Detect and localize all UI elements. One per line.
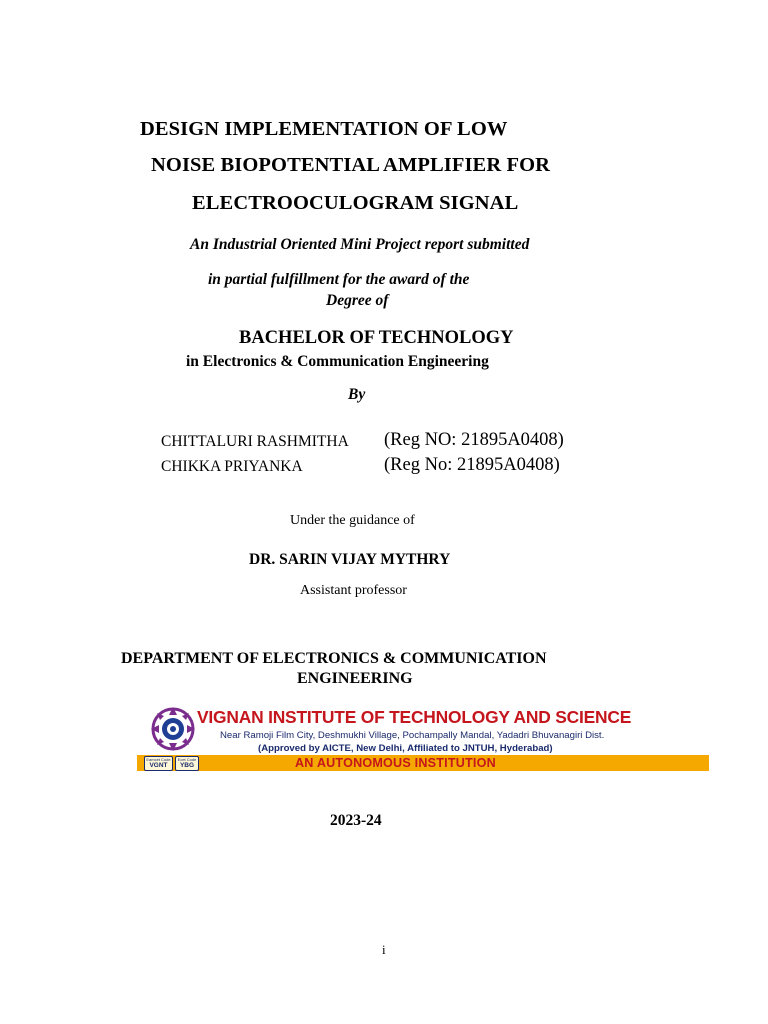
- title-line-3: ELECTROOCULOGRAM SIGNAL: [192, 192, 519, 214]
- author-1-name: CHITTALURI RASHMITHA: [161, 433, 349, 450]
- eamcet-code-caption: Eamcet Code: [146, 757, 171, 762]
- institute-address: Near Ramoji Film City, Deshmukhi Village, Pochampally Mandal, Yadadri Bhuvanagiri Dist.: [220, 730, 605, 741]
- guide-name: DR. SARIN VIJAY MYTHRY: [249, 551, 451, 568]
- institute-banner: [137, 703, 709, 771]
- title-line-1: DESIGN IMPLEMENTATION OF LOW: [140, 118, 508, 140]
- submission-line-2: in partial fulfillment for the award of the: [208, 271, 470, 288]
- institute-logo-icon: [151, 707, 195, 751]
- institute-name: VIGNAN INSTITUTE OF TECHNOLOGY AND SCIENCE: [197, 707, 632, 727]
- ecet-code-value: YBG: [179, 762, 195, 769]
- guide-designation: Assistant professor: [300, 583, 407, 598]
- institute-approval: (Approved by AICTE, New Delhi, Affiliated to JNTUH, Hyderabad): [258, 743, 553, 754]
- by-label: By: [348, 386, 366, 403]
- eamcet-code-value: VGNT: [149, 762, 168, 769]
- submission-line-3: Degree of: [326, 292, 389, 309]
- guidance-label: Under the guidance of: [290, 513, 415, 528]
- ecet-code-caption: Ecet Code: [177, 757, 197, 762]
- degree-name: BACHELOR OF TECHNOLOGY: [239, 328, 514, 348]
- title-line-2: NOISE BIOPOTENTIAL AMPLIFIER FOR: [151, 154, 551, 176]
- department-line-2: ENGINEERING: [297, 670, 413, 687]
- author-2-reg: (Reg No: 21895A0408): [384, 455, 560, 475]
- eamcet-code-box: [144, 756, 173, 771]
- autonomous-label: AN AUTONOMOUS INSTITUTION: [295, 756, 496, 770]
- author-2-name: CHIKKA PRIYANKA: [161, 458, 303, 475]
- author-1-reg: (Reg NO: 21895A0408): [384, 430, 564, 450]
- ecet-code-box: [175, 756, 199, 771]
- academic-year: 2023-24: [330, 812, 382, 829]
- degree-branch: in Electronics & Communication Engineering: [186, 353, 489, 370]
- page-number: i: [382, 942, 386, 957]
- submission-line-1: An Industrial Oriented Mini Project report submitted: [190, 236, 530, 253]
- department-line-1: DEPARTMENT OF ELECTRONICS & COMMUNICATION: [121, 650, 547, 667]
